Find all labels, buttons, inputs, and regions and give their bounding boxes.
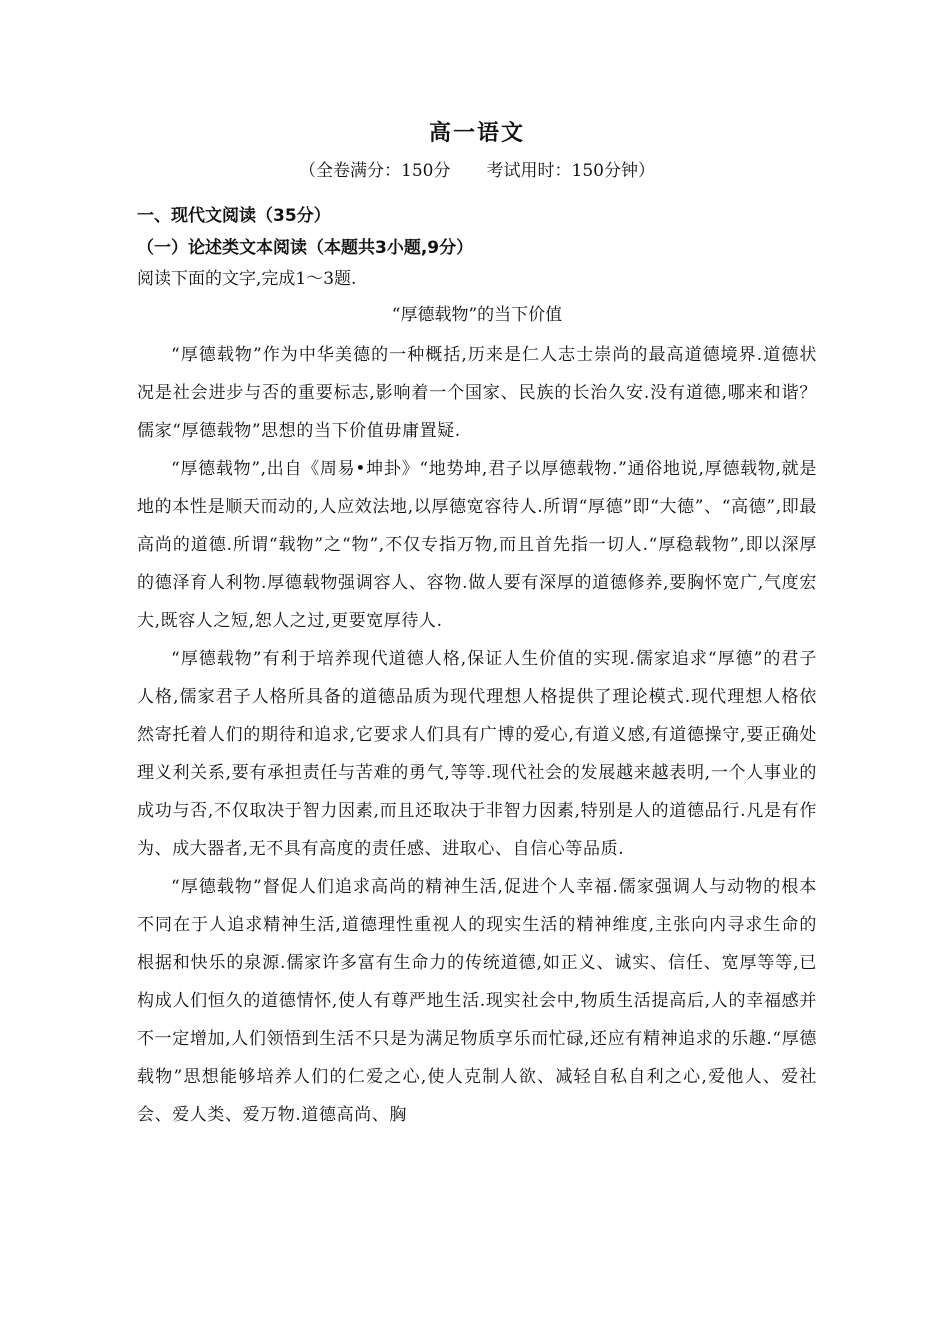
- section-heading: 一、现代文阅读（35分）: [137, 206, 331, 226]
- subsection-heading: （一）论述类文本阅读（本题共3小题,9分）: [137, 238, 474, 258]
- exam-page: [137, 112, 817, 1134]
- exam-title: 高一语文: [428, 121, 525, 146]
- exam-subtitle: [137, 156, 817, 186]
- full-score-text: （全卷满分：150分: [299, 161, 451, 181]
- exam-time-text: 考试用时：150分钟）: [486, 161, 655, 181]
- article-paragraph-4: “厚德载物”督促人们追求高尚的精神生活,促进个人幸福.儒家强调人与动物的根本不同在于人追求精神生活,道德理性重视人的现实生活的精神维度,主张向内寻求生命的根据和快乐的泉源.儒家许多富有生命力的传统道德,如正义、诚实、信任、宽厚等等,已构成人们恒久的道德情怀,使人有尊严地生活.现实社会中,物质生活提高后,人的幸福感并不一定增加,人们领悟到生活不只是为满足物质享乐而忙碌,还应有精神追求的乐趣.“厚德载物”思想能够培养人们的仁爱之心,使人克制人欲、减轻自私自利之心,爱他人、爱社会、爱人类、爱万物.道德高尚、胸: [137, 877, 817, 1125]
- article-paragraph-3: “厚德载物”有利于培养现代道德人格,保证人生价值的实现.儒家追求“厚德”的君子人格,儒家君子人格所具备的道德品质为现代理想人格提供了理论模式.现代理想人格依然寄托着人们的期待和追求,它要求人们具有广博的爱心,有道义感,有道德操守,要正确处理义利关系,要有承担责任与苦难的勇气,等等.现代社会的发展越来越表明,一个人事业的成功与否,不仅取决于智力因素,而且还取决于非智力因素,特别是人的道德品行.凡是有作为、成大器者,无不具有高度的责任感、进取心、自信心等品质.: [137, 649, 817, 859]
- article-paragraph-2: “厚德载物”,出自《周易•坤卦》“地势坤,君子以厚德载物.”通俗地说,厚德载物,就是地的本性是顺天而动的,人应效法地,以厚德宽容待人.所谓“厚德”即“大德”、“高德”,即最高尚的道德.所谓“载物”之“物”,不仅专指万物,而且首先指一切人.“厚稳载物”,即以深厚的德泽育人利物.厚德载物强调容人、容物.做人要有深厚的道德修养,要胸怀宽广,气度宏大,既容人之短,恕人之过,更要宽厚待人.: [137, 459, 817, 631]
- article-paragraph-1: “厚德载物”作为中华美德的一种概括,历来是仁人志士崇尚的最高道德境界.道德状况是社会进步与否的重要标志,影响着一个国家、民族的长治久安.没有道德,哪来和谐？儒家“厚德载物”思想的当下价值毋庸置疑.: [137, 345, 817, 441]
- reading-instruction: 阅读下面的文字,完成1～3题.: [137, 269, 357, 289]
- article-title: “厚德载物”的当下价值: [391, 305, 563, 325]
